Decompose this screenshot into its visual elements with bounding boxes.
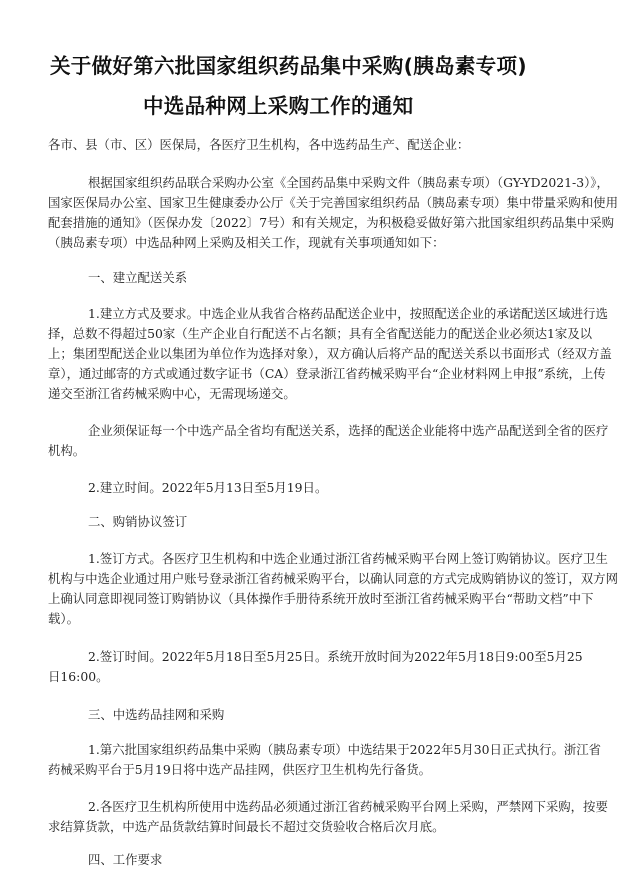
greeting bbox=[48, 135, 580, 155]
paragraph-line: 2.签订时间。2022年5月18日至5月25日。系统开放时间为2022年5月18日9:00至5月25 bbox=[88, 649, 583, 664]
paragraph-line: 日16:00。 bbox=[48, 669, 109, 684]
section-3-paragraph-1 bbox=[48, 740, 602, 780]
paragraph-line: 1.建立方式及要求。中选企业从我省合格药品配送企业中，按照配送企业的承诺配送区域进行选 bbox=[88, 306, 608, 321]
paragraph-line: 企业须保证每一个中选产品全省均有配送关系，选择的配送企业能将中选产品配送到全省的医疗 bbox=[88, 423, 609, 438]
section-1-heading: 一、建立配送关系 bbox=[88, 270, 188, 285]
section-2-heading: 二、购销协议签订 bbox=[88, 514, 188, 529]
intro-paragraph bbox=[48, 173, 618, 253]
paragraph-line: 上；集团型配送企业以集团为单位作为选择对象），双方确认后将产品的配送关系以书面形式（经双方盖 bbox=[48, 346, 612, 361]
section-4-heading: 四、工作要求 bbox=[88, 852, 163, 867]
paragraph-line: 药械采购平台于5月19日将中选产品挂网，供医疗卫生机构先行备货。 bbox=[48, 762, 431, 777]
paragraph-line: 2.各医疗卫生机构所使用中选药品必须通过浙江省药械采购平台网上采购，严禁网下采购，按要 bbox=[88, 799, 608, 814]
paragraph-line: 递交至浙江省药械采购中心，无需现场递交。 bbox=[48, 386, 296, 401]
paragraph-line: 上确认同意即视同签订购销协议（具体操作手册待系统开放时至浙江省药械采购平台“帮助文档”中下 bbox=[48, 591, 594, 606]
paragraph-line: 择，总数不得超过50家（生产企业自行配送不占名额；具有全省配送能力的配送企业必须达1家及以 bbox=[48, 326, 593, 341]
title-line-1: 关于做好第六批国家组织药品集中采购(胰岛素专项) bbox=[50, 54, 527, 78]
paragraph-line: 1.第六批国家组织药品集中采购（胰岛素专项）中选结果于2022年5月30日正式执行。浙江省 bbox=[88, 742, 602, 757]
section-2-paragraph-2 bbox=[48, 647, 583, 687]
paragraph-line: 2.建立时间。2022年5月13日至5月19日。 bbox=[88, 480, 328, 495]
paragraph-line: 机构。 bbox=[48, 443, 86, 458]
section-2-paragraph-1 bbox=[48, 549, 618, 629]
section-1-paragraph-2 bbox=[48, 421, 609, 461]
paragraph-line: 机构与中选企业通过用户账号登录浙江省药械采购平台，以确认同意的方式完成购销协议的签订，双方网 bbox=[48, 571, 618, 586]
paragraph-line: （胰岛素专项）中选品种网上采购及相关工作，现就有关事项通知如下： bbox=[48, 235, 445, 250]
paragraph-line: 1.签订方式。各医疗卫生机构和中选企业通过浙江省药械采购平台网上签订购销协议。医疗卫生 bbox=[88, 551, 608, 566]
greeting-text: 各市、县（市、区）医保局，各医疗卫生机构，各中选药品生产、配送企业： bbox=[48, 137, 470, 152]
section-3-paragraph-2 bbox=[48, 797, 608, 837]
paragraph-line: 章），通过邮寄的方式或通过数字证书（CA）登录浙江省药械采购平台“企业材料网上申报”系统，上传 bbox=[48, 366, 606, 381]
section-3-heading: 三、中选药品挂网和采购 bbox=[88, 707, 225, 722]
section-1-paragraph-1 bbox=[48, 304, 612, 404]
section-1-paragraph-3 bbox=[48, 478, 580, 498]
paragraph-line: 根据国家组织药品联合采购办公室《全国药品集中采购文件（胰岛素专项）（GY-YD2021-3）》， bbox=[88, 175, 609, 190]
paragraph-line: 求结算货款，中选产品货款结算时间最长不超过交货验收合格后次月底。 bbox=[48, 819, 445, 834]
paragraph-line: 载）。 bbox=[48, 611, 79, 626]
paragraph-line: 配套措施的通知》（医保办发〔2022〕7号）和有关规定，为积极稳妥做好第六批国家组织药品集中采购 bbox=[48, 215, 615, 230]
title-line-2: 中选品种网上采购工作的通知 bbox=[143, 94, 414, 118]
paragraph-line: 国家医保局办公室、国家卫生健康委办公厅《关于完善国家组织药品（胰岛素专项）集中带量采购和使用 bbox=[48, 195, 618, 210]
